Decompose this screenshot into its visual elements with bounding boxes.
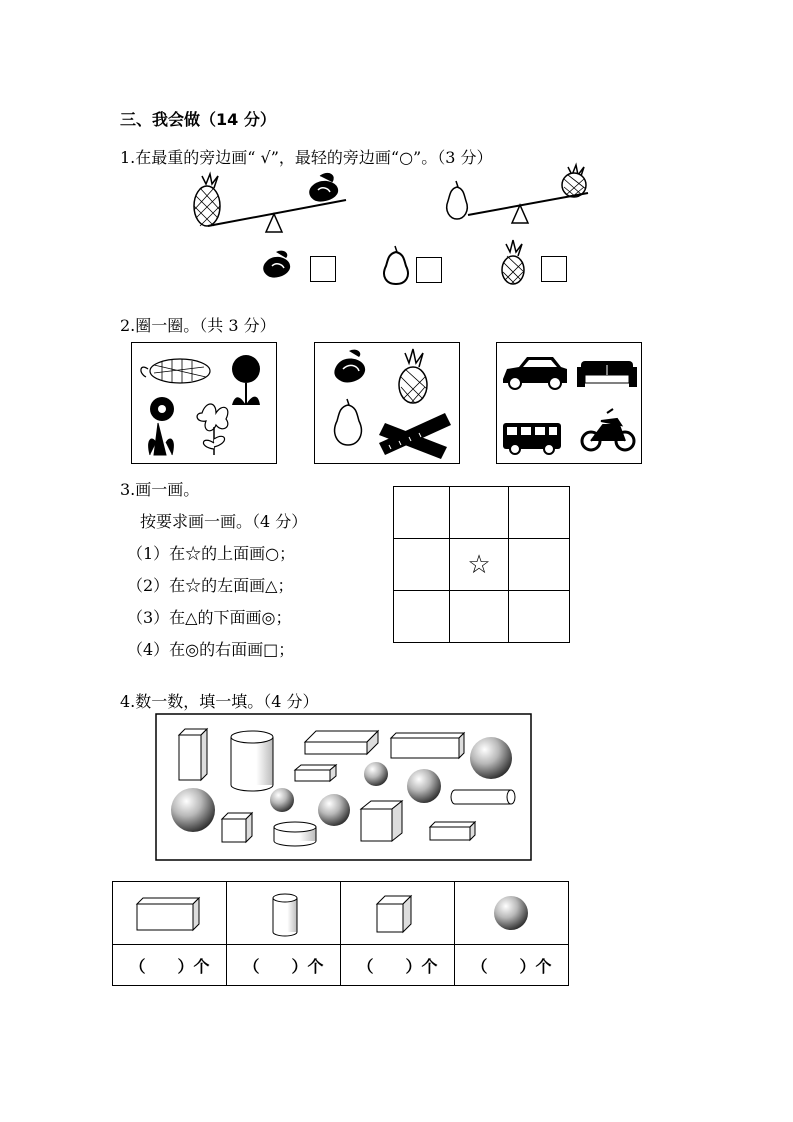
q3-prompt: 3.画一画。	[120, 480, 200, 499]
answer-sphere-count[interactable]: （ ）个	[455, 945, 569, 986]
count-table	[112, 881, 569, 986]
cuboid-icon	[295, 765, 336, 781]
q3-item-4: （4）在◎的右面画□；	[127, 640, 295, 659]
star-cell: ☆	[450, 539, 509, 591]
answer-cuboid-count[interactable]: （ ）个	[113, 945, 227, 986]
header-cuboid	[113, 882, 227, 945]
cylinder-icon	[274, 822, 316, 846]
cylinder-icon	[231, 731, 273, 791]
sphere-icon	[407, 769, 441, 803]
cylinder-icon	[451, 790, 515, 804]
sphere-icon	[318, 794, 350, 826]
q3-item-1: （1）在☆的上面画○；	[127, 544, 296, 563]
cuboid-icon	[179, 729, 207, 780]
cylinder-icon	[227, 882, 340, 944]
cuboid-icon	[391, 733, 464, 758]
answer-cube-count[interactable]: （ ）个	[341, 945, 455, 986]
sphere-icon	[470, 737, 512, 779]
q4-prompt: 4.数一数，填一填。（4 分）	[120, 692, 319, 711]
answer-cylinder-count[interactable]: （ ）个	[227, 945, 341, 986]
header-cube	[341, 882, 455, 945]
cuboid-icon	[305, 731, 378, 754]
sphere-icon	[270, 788, 294, 812]
cuboid-icon	[113, 882, 226, 944]
sphere-icon	[364, 762, 388, 786]
cube-icon	[222, 813, 252, 842]
sphere-icon	[171, 788, 215, 832]
header-sphere	[455, 882, 569, 945]
q3-item-2: （2）在☆的左面画△；	[127, 576, 294, 595]
section-title: 三、我会做（14 分）	[120, 110, 276, 129]
q3-instruction: 按要求画一画。（4 分）	[140, 512, 308, 531]
q3-item-3: （3）在△的下面画◎；	[127, 608, 292, 627]
sphere-icon	[455, 882, 568, 944]
q1-prompt: 1.在最重的旁边画“ √”，最轻的旁边画“○”。（3 分）	[120, 148, 493, 167]
cube-icon	[361, 801, 402, 841]
cube-icon	[341, 882, 454, 944]
q2-prompt: 2.圈一圈。（共 3 分）	[120, 316, 276, 335]
cuboid-icon	[430, 822, 475, 840]
header-cylinder	[227, 882, 341, 945]
